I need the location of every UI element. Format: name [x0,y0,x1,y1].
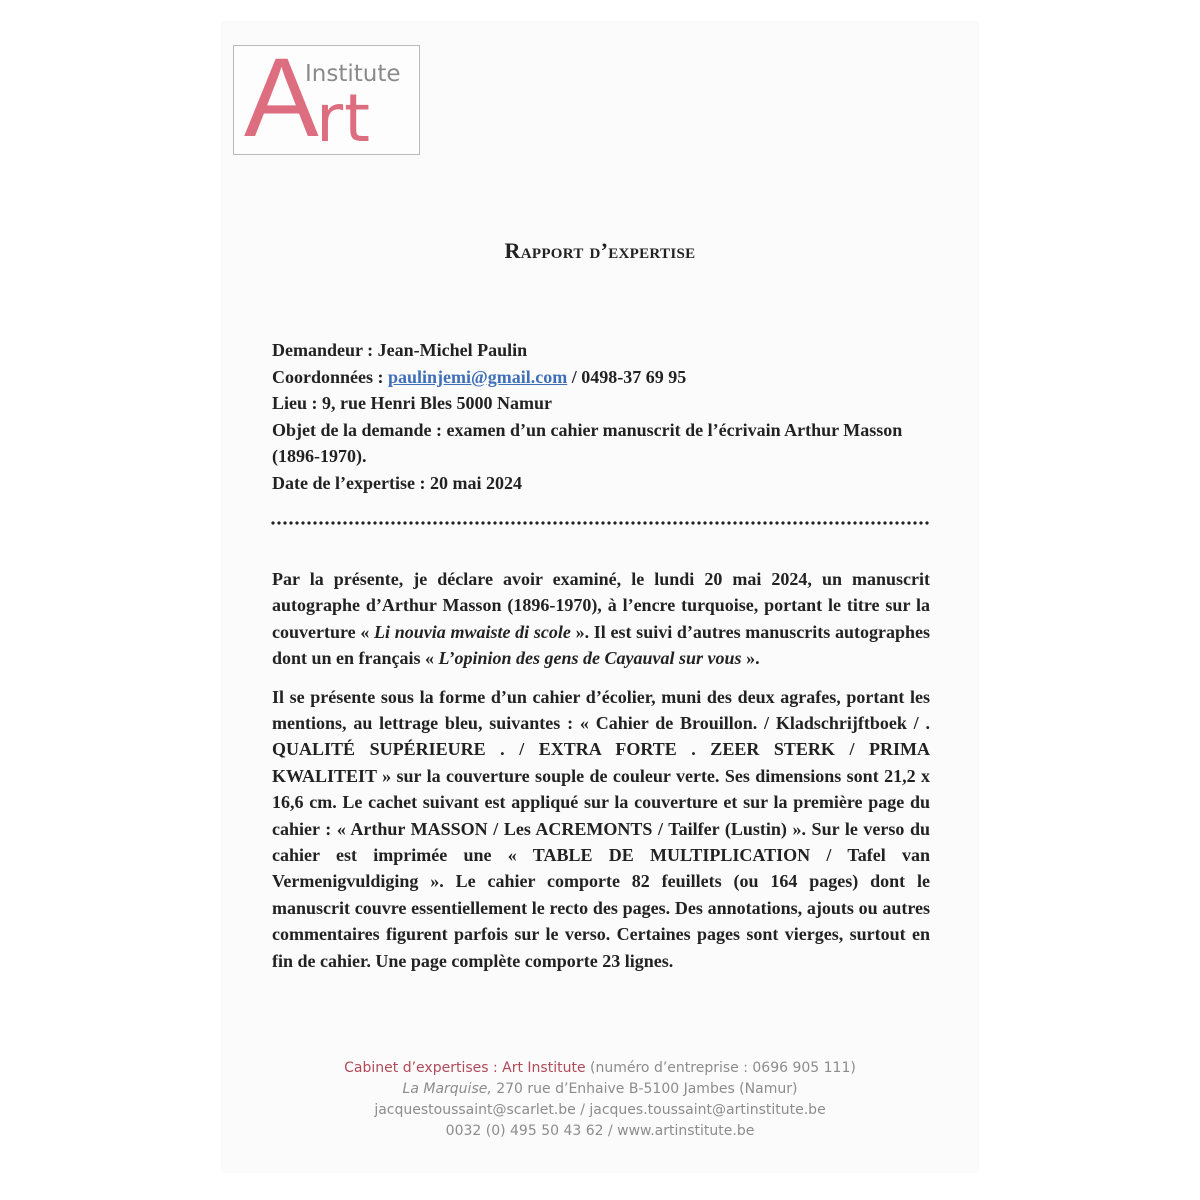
logo-letters-rt: rt [316,80,372,155]
paragraph-1-text-a: Par la présente, je déclare avoir examiné, le lundi 20 mai 2024, un manuscrit autographe d’Arthur Masson (1896-1970), à l’encre turquoise, portant le titre sur la couverture « [272,569,930,642]
request-details [272,337,932,496]
footer-line-1 [0,1058,1200,1079]
footer-address: 270 rue d’Enhaive B-5100 Jambes (Namur) [491,1081,798,1097]
footer-emails: jacquestoussaint@scarlet.be / jacques.toussaint@artinstitute.be [374,1102,826,1118]
paragraph-1-text-b: ». Il est suivi d’autres manuscrits autographes dont un en français « [272,621,930,669]
phone-value: / 0498-37 69 95 [567,366,687,387]
cabinet-name: Cabinet d’expertises : Art Institute [344,1060,586,1076]
lieu-value: 9, rue Henri Bles 5000 Namur [322,393,552,413]
footer-phone-web: 0032 (0) 495 50 43 62 / www.artinstitute.be [445,1123,755,1139]
demandeur-label: Demandeur : [272,340,378,360]
logo-word-institute: Institute [305,61,401,87]
paragraph-1-text-c: ». [741,648,760,669]
email-link[interactable]: paulinjemi@gmail.com [388,366,568,387]
coordonnees-label: Coordonnées : [272,366,388,387]
page-title: Rapport d’expertise [504,238,696,263]
paragraph-1 [272,566,930,672]
objet-label: Objet de la demande : [272,419,447,440]
date-label: Date de l’expertise : [272,472,430,493]
letterhead-footer [0,1058,1200,1142]
objet-line [272,417,932,470]
lieu-label: Lieu : [272,393,323,413]
report-body [272,566,930,986]
art-institute-logo [233,45,420,155]
enterprise-number: (numéro d’entreprise : 0696 905 111) [585,1060,856,1076]
date-value: 20 mai 2024 [429,472,522,493]
date-line [272,470,932,497]
demandeur-line [272,337,932,364]
demandeur-value: Jean-Michel Paulin [377,340,528,360]
objet-value: examen d’un cahier manuscrit de l’écrivain Arthur Masson (1896-1970). [272,419,903,466]
lieu-line [272,390,932,417]
coordonnees-line [272,364,932,391]
footer-line-2 [0,1079,1200,1100]
place-name: La Marquise, [402,1081,492,1097]
manuscript-title-2: L’opinion des gens de Cayauval sur vous [438,648,742,669]
logo-letter-a: A [244,45,319,155]
manuscript-title: Li nouvia mwaiste di scole [374,621,571,642]
paragraph-2: Il se présente sous la forme d’un cahier d’écolier, muni des deux agrafes, portant les mentions, au lettrage bleu, suivantes : « Cahier de Brouillon. / Kladschrijftboek / . QUALITÉ SUPÉRIEURE . / EXTRA FORTE . ZEER STERK / PRIMA KWALITEIT » sur la couverture souple de couleur verte. Ses dimensions sont 21,2 x 16,6 cm. Le cachet suivant est appliqué sur la couverture et sur la première page du cahier : « Arthur MASSON / Les ACREMONTS / Tailfer (Lustin) ». Sur le verso du cahier est imprimée une « TABLE DE MULTIPLICATION / Tafel van Vermenigvuldiging ». Le cahier comporte 82 feuillets (ou 164 pages) dont le manuscrit couvre essentiellement le recto des pages. Des annotations, ajouts ou autres commentaires figurent parfois sur le verso. Certaines pages sont vierges, surtout en fin de cahier. Une page complète comporte 23 lignes. [272,686,930,971]
dotted-separator [270,520,930,526]
